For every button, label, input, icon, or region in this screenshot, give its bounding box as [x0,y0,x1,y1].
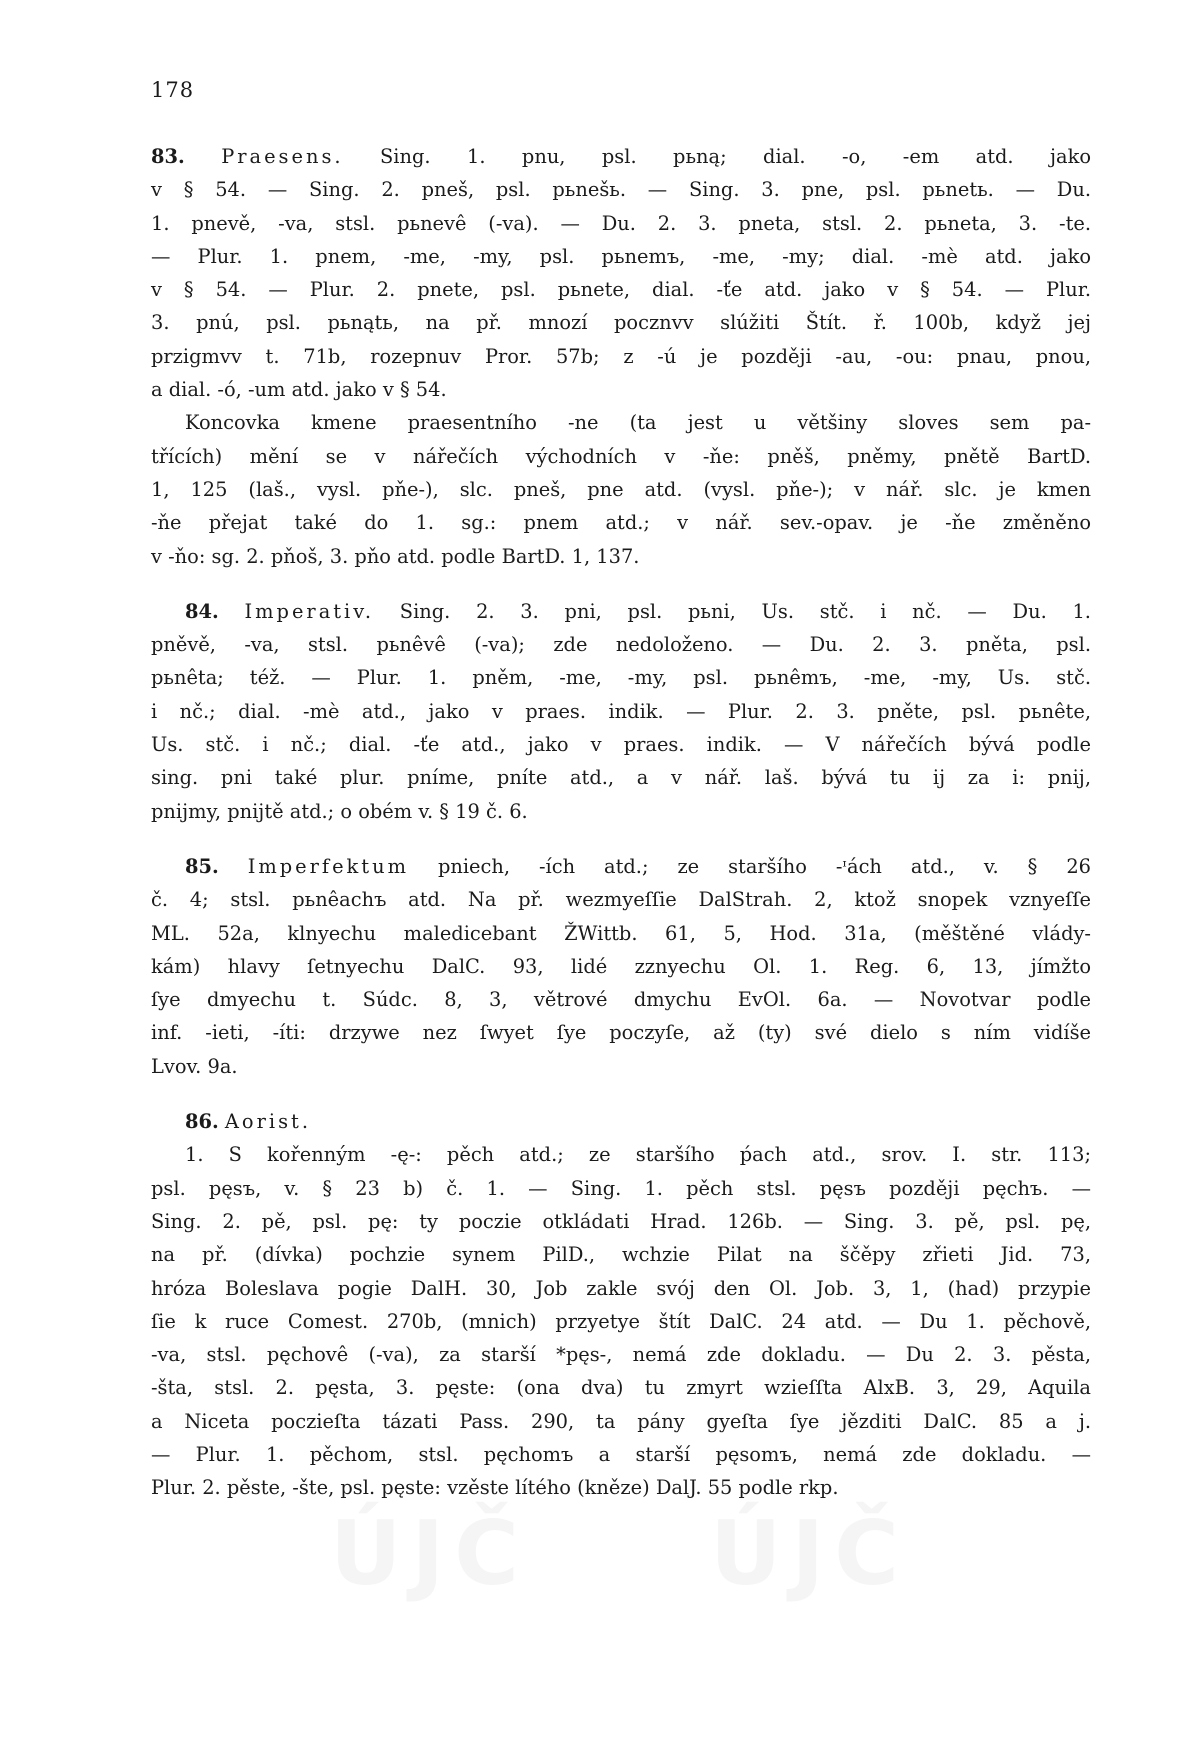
text-line: Plur. 2. pěste, -šte, psl. pęste: vzěste lítého (kněze) DalJ. 55 podle rkp. [151,1476,839,1500]
text-line: v § 54. — Sing. 2. pneš, psl. pьnešь. — Sing. 3. pne, psl. pьnetь. — Du. [151,178,1091,202]
text-line: pьnêta; též. — Plur. 1. pněm, -me, -my, psl. pьnêmъ, -me, -my, Us. stč. [151,666,1091,690]
text-line: 86. Aorist. [185,1110,311,1134]
text-line: sing. pni také plur. pníme, pníte atd., a v nář. laš. bývá tu ij za i: pnij, [151,766,1091,790]
text-line: č. 4; stsl. pьnêachъ atd. Na př. wezmyeſſie DalStrah. 2, ktož snopek vznyeſſe [151,888,1091,912]
text-line: pnijmy, pnijtě atd.; o obém v. § 19 č. 6. [151,799,528,823]
watermark: ÚJČ [330,1502,529,1605]
text-line: ML. 52a, klnyechu maledicebant ŽWittb. 61, 5, Hod. 31a, (měštěné vlády- [151,921,1091,945]
section-83 [151,140,1091,573]
text-line: ſye dmyechu t. Súdc. 8, 3, větrové dmychu EvOl. 6a. — Novotvar podle [151,988,1091,1012]
section-86 [151,1105,1091,1505]
page-text [151,140,1091,1505]
text-line: -va, stsl. pęchovê (-va), za starší *pęs-, nemá zde dokladu. — Du 2. 3. pěsta, [151,1343,1091,1367]
section-84 [151,595,1091,828]
text-line: — Plur. 1. pěchom, stsl. pęchomъ a starší pęsomъ, nemá zde dokladu. — [151,1442,1091,1466]
text-line: Us. stč. i nč.; dial. -ťe atd., jako v praes. indik. — V nářečích bývá podle [151,733,1091,757]
text-line: -ňe přejat také do 1. sg.: pnem atd.; v nář. sev.-opav. je -ňe změněno [151,511,1091,535]
text-line: przigmvv t. 71b, rozepnuv Pror. 57b; z -ú je později -au, -ou: pnau, pnou, [151,344,1091,368]
text-line: hróza Boleslava pogie DalH. 30, Job zakle svój den Ol. Job. 3, 1, (had) przypie [151,1276,1091,1300]
page-number: 178 [151,78,195,102]
text-line: 1, 125 (laš., vysl. pňe-), slc. pneš, pne atd. (vysl. pňe-); v nář. slc. je kmen [151,477,1091,501]
text-line: kám) hlavy ſetnyechu DalC. 93, lidé zznyechu Ol. 1. Reg. 6, 13, jímžto [151,954,1091,978]
text-line: 84. Imperativ. Sing. 2. 3. pni, psl. pьni, Us. stč. i nč. — Du. 1. [185,599,1091,623]
text-line: Lvov. 9a. [151,1054,238,1078]
text-line: v § 54. — Plur. 2. pnete, psl. pьnete, dial. -ťe atd. jako v § 54. — Plur. [151,278,1091,302]
text-line: a dial. -ó, -um atd. jako v § 54. [151,378,447,402]
text-line: 83. Praesens. Sing. 1. pnu, psl. pьną; dial. -o, -em atd. jako [151,145,1091,168]
text-line: ſie k ruce Comest. 270b, (mnich) przyetye štít DalC. 24 atd. — Du 1. pěchově, [151,1309,1091,1333]
text-line: a Niceta poczieſta tázati Pass. 290, ta pány gyeſta ſye jězditi DalC. 85 a j. [151,1409,1091,1433]
section-85 [151,850,1091,1083]
text-line: v -ňo: sg. 2. pňoš, 3. pňo atd. podle BartD. 1, 137. [151,544,640,568]
watermark: ÚJČ [710,1502,909,1605]
text-line: i nč.; dial. -mè atd., jako v praes. indik. — Plur. 2. 3. pněte, psl. pьnête, [151,699,1091,723]
text-line: 85. Imperfektum pniech, -ích atd.; ze staršího -ᶦách atd., v. § 26 [185,854,1091,878]
text-line: Sing. 2. pě, psl. pę: ty poczie otkládati Hrad. 126b. — Sing. 3. pě, psl. pę, [151,1209,1091,1233]
text-line: Koncovka kmene praesentního -ne (ta jest u většiny sloves sem pa- [185,411,1091,435]
text-line: -šta, stsl. 2. pęsta, 3. pęste: (ona dva) tu zmyrt wzieſſta AlxB. 3, 29, Aquila [151,1376,1091,1400]
text-line: inf. -ieti, -íti: drzywe nez ſwyet ſye poczyſe, až (ty) své dielo s ním vidíše [151,1021,1091,1045]
text-line: na př. (dívka) pochzie synem PilD., wchzie Pilat na ščěpy zřieti Jid. 73, [151,1243,1091,1267]
text-line: psl. pęsъ, v. § 23 b) č. 1. — Sing. 1. pěch stsl. pęsъ později pęchъ. — [151,1176,1091,1200]
text-line: 3. pnú, psl. pьnątь, na př. mnozí pocznvv slúžiti Štít. ř. 100b, když jej [151,311,1091,335]
text-line: třících) mění se v nářečích východních v -ňe: pněš, pněmy, pnětě BartD. [151,444,1091,468]
text-line: — Plur. 1. pnem, -me, -my, psl. pьnemъ, -me, -my; dial. -mè atd. jako [151,244,1091,268]
text-line: pněvě, -va, stsl. pьnêvê (-va); zde nedoloženo. — Du. 2. 3. pněta, psl. [151,633,1091,657]
text-line: 1. S kořenným -ę-: pěch atd.; ze staršího ṕach atd., srov. I. str. 113; [185,1143,1091,1167]
text-line: 1. pnevě, -va, stsl. pьnevê (-va). — Du. 2. 3. pneta, stsl. 2. pьneta, 3. -te. [151,211,1091,235]
